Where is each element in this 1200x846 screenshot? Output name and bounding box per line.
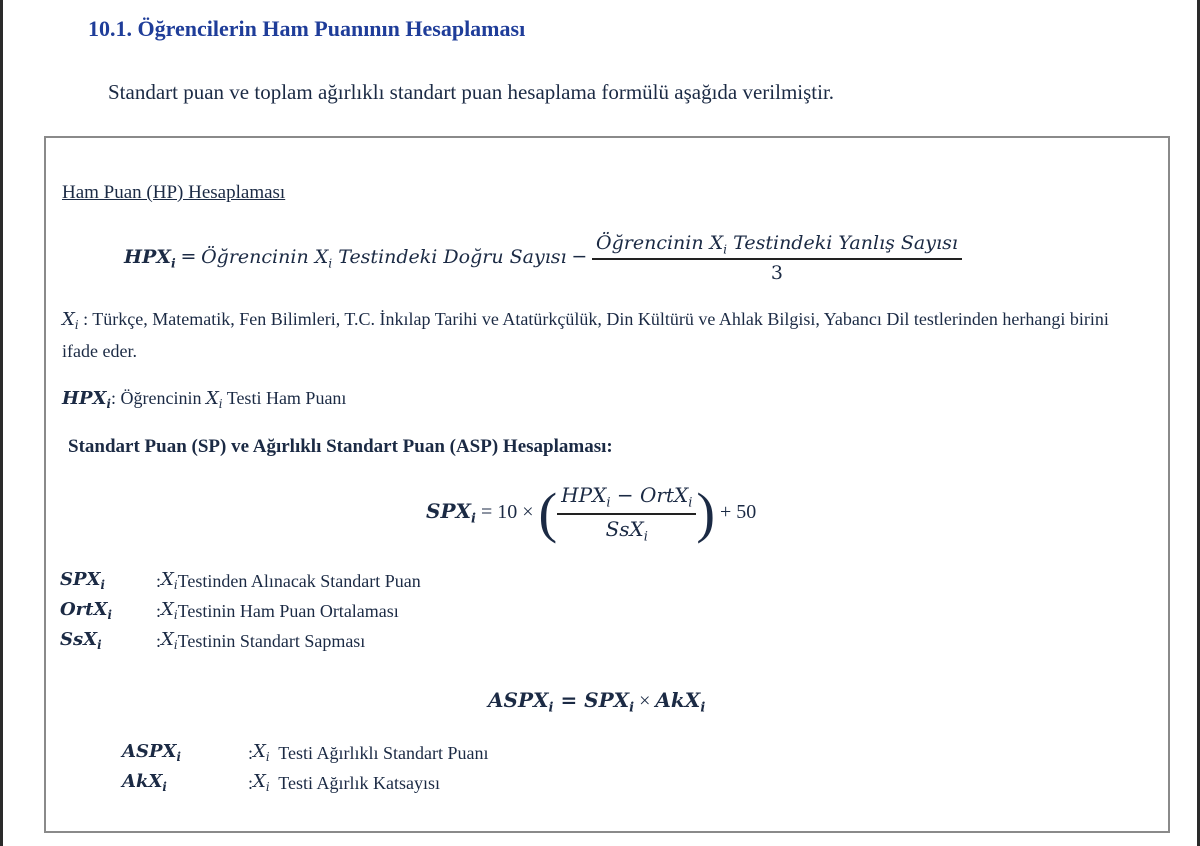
hp-fraction-denominator: 3 (770, 262, 784, 285)
left-border-edge (0, 0, 3, 846)
xi-symbol: $X_i$ (62, 309, 79, 333)
hp-formula (124, 232, 962, 284)
sp-formula (426, 483, 756, 544)
sp-definition-row: OrtX$_i$ : $X_i$ Testinin Ham Puan Ortalaması (60, 599, 399, 623)
hp-formula-minus: − (571, 245, 588, 268)
formula-box (44, 136, 1170, 833)
sp-formula-equals: = 10 × (480, 501, 534, 524)
sp-fraction-denominator: SsX$_i$ (605, 516, 648, 545)
section-title: 10.1. Öğrencilerin Ham Puanının Hesaplaması (88, 16, 526, 41)
sp-definition-row: $SPX_i$ : $X_i$ Testinden Alınacak Standart Puan (60, 569, 421, 593)
sp-formula-lhs: $SPX_i$ (426, 499, 476, 527)
sp-formula-fraction (557, 483, 696, 544)
hpx-symbol: $HPX_i$ (62, 388, 111, 412)
right-paren: ) (696, 482, 716, 545)
sp-definition-row: SsX$_i$ : $X_i$ Testinin Standart Sapması (60, 629, 366, 653)
asp-formula: $ASPX_i = SPX_i \times AkX_i$ (488, 688, 706, 716)
asp-definition-row: $ASPX_i$ : $X_i$ Testi Ağırlıklı Standart Puanı (122, 741, 489, 765)
sp-fraction-numerator: $HPX_i$ − OrtX$_i$ (557, 483, 696, 515)
sp-formula-tail: + 50 (720, 501, 757, 524)
hp-fraction-numerator: Öğrencinin $X_i$ Testindeki Yanlış Sayısı (592, 232, 962, 260)
hp-formula-lhs: $HPX_i$ (124, 245, 176, 270)
xi-definition: $X_i$ : Türkçe, Matematik, Fen Bilimleri, T.C. İnkılap Tarihi ve Atatürkçülük, Din Kültürü ve Ahlak Bilgisi, Yabancı Dil testlerinden herhangi birini ifade eder. (62, 309, 1109, 362)
hp-formula-equals: = (180, 245, 197, 268)
left-paren: ( (538, 482, 558, 545)
hp-formula-fraction (592, 232, 962, 284)
hp-formula-correct: Öğrencinin $X_i$ Testindeki Doğru Sayısı (201, 245, 567, 270)
hpx-definition: $HPX_i$: Öğrencinin $X_i$ Testi Ham Puanı (62, 388, 347, 412)
section-intro: Standart puan ve toplam ağırlıklı standart puan hesaplama formülü aşağıda verilmiştir. (108, 80, 835, 104)
sp-heading: Standart Puan (SP) ve Ağırlıklı Standart Puan (ASP) Hesaplaması: (68, 436, 613, 457)
asp-definition-row: AkX$_i$ : $X_i$ Testi Ağırlık Katsayısı (122, 771, 440, 795)
asp-definitions (122, 738, 489, 798)
hp-heading: Ham Puan (HP) Hesaplaması (62, 182, 286, 203)
sp-definitions (60, 566, 421, 656)
